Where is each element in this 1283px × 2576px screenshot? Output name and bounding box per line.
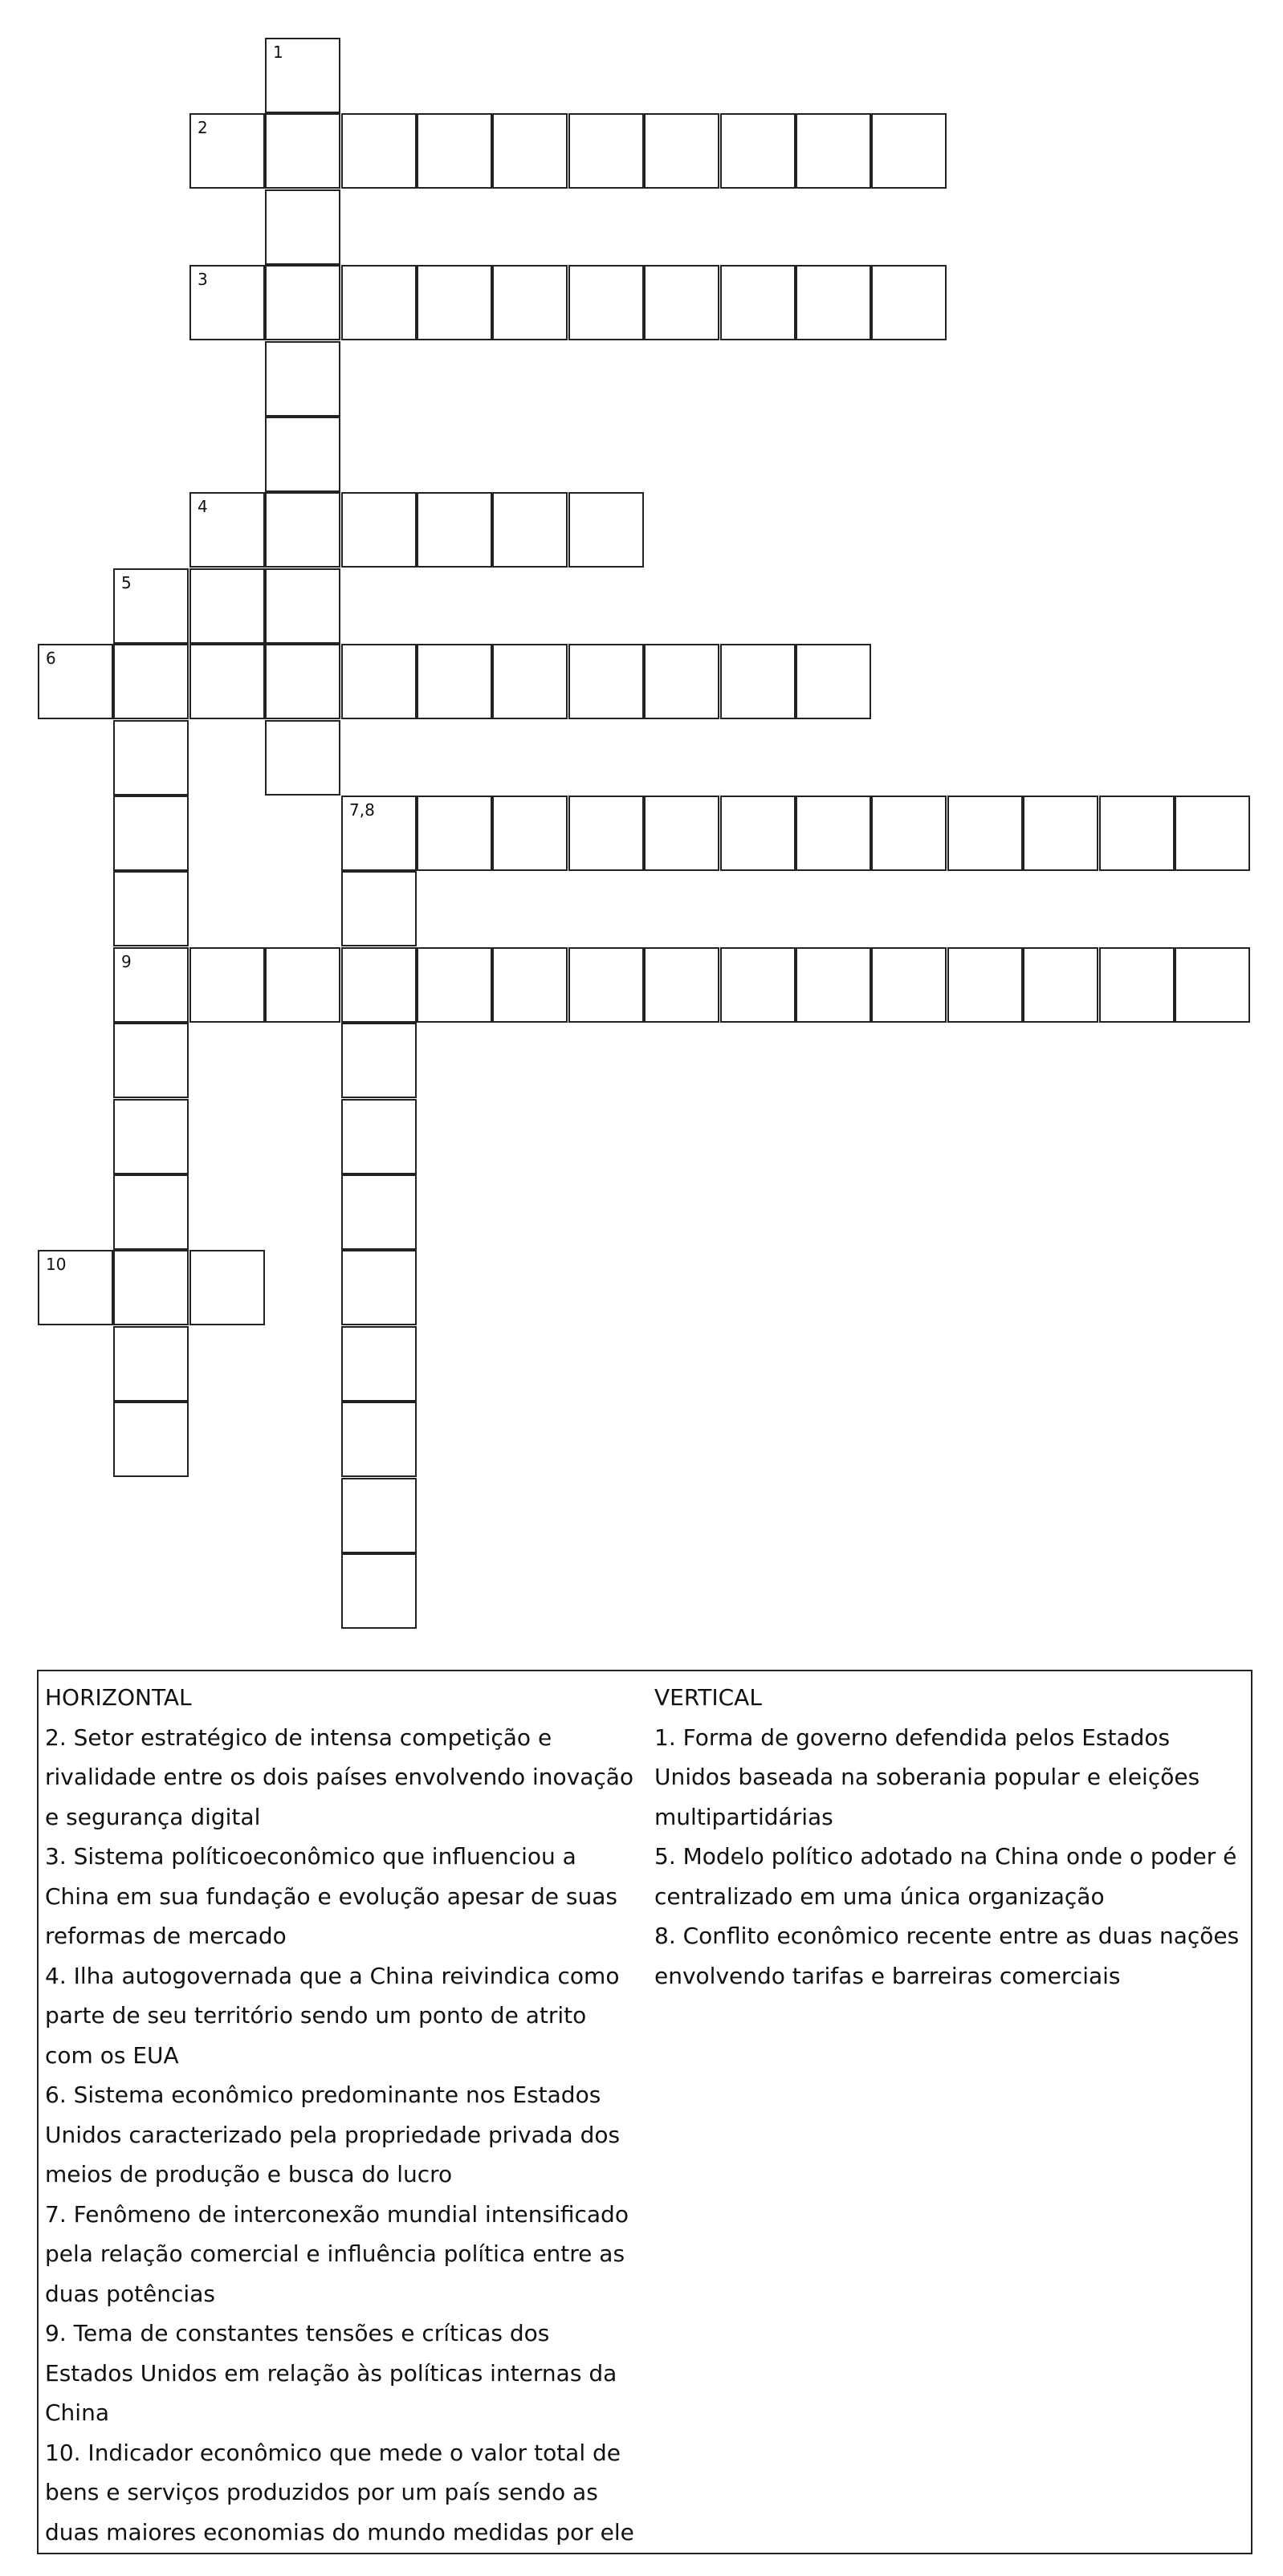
- crossword-cell[interactable]: [189, 492, 265, 568]
- crossword-cell[interactable]: [796, 265, 871, 340]
- crossword-cell[interactable]: [113, 568, 189, 644]
- crossword-cell[interactable]: [265, 720, 340, 796]
- crossword-cell[interactable]: [341, 1023, 417, 1098]
- crossword-cell[interactable]: [189, 568, 265, 644]
- crossword-cell[interactable]: [720, 265, 796, 340]
- crossword-cell[interactable]: [568, 492, 644, 568]
- crossword-cell[interactable]: [341, 947, 417, 1023]
- clue-number: 9: [121, 952, 132, 971]
- crossword-cell[interactable]: [113, 871, 189, 946]
- crossword-cell[interactable]: [720, 796, 796, 871]
- clue-horizontal-3: 3. Sistema políticoeconômico que influenciou a China em sua fundação e evolução apesar de suas reformas de mercado: [45, 1843, 618, 1949]
- clue-horizontal-10: 10. Indicador econômico que mede o valor total de bens e serviços produzidos por um país sendo as duas maiores economias do mundo medidas por ele: [45, 2439, 634, 2545]
- clue-number: 1: [273, 43, 283, 62]
- crossword-cell[interactable]: [492, 796, 568, 871]
- crossword-cell[interactable]: [720, 947, 796, 1023]
- crossword-cell[interactable]: [265, 341, 340, 417]
- crossword-cell[interactable]: [341, 1250, 417, 1325]
- crossword-cell[interactable]: [265, 265, 340, 340]
- crossword-cell[interactable]: [796, 113, 871, 189]
- clue-horizontal-9: 9. Tema de constantes tensões e críticas dos Estados Unidos em relação às políticas internas da China: [45, 2320, 617, 2426]
- horizontal-clues: [45, 1678, 639, 2552]
- crossword-cell[interactable]: [341, 113, 417, 189]
- crossword-cell[interactable]: [113, 1023, 189, 1098]
- crossword-cell[interactable]: [341, 796, 417, 871]
- crossword-cell[interactable]: [871, 113, 947, 189]
- crossword-cell[interactable]: [341, 492, 417, 568]
- crossword-cell[interactable]: [341, 1478, 417, 1553]
- crossword-cell[interactable]: [113, 796, 189, 871]
- crossword-cell[interactable]: [796, 644, 871, 719]
- clue-number: 2: [198, 118, 208, 137]
- crossword-cell[interactable]: [1175, 796, 1250, 871]
- crossword-cell[interactable]: [417, 644, 492, 719]
- clue-number: 5: [121, 573, 132, 592]
- clue-horizontal-2: 2. Setor estratégico de intensa competição e rivalidade entre os dois países envolvendo inovação e segurança digital: [45, 1723, 634, 1830]
- clue-number: 3: [198, 270, 208, 289]
- crossword-cell[interactable]: [417, 492, 492, 568]
- crossword-cell[interactable]: [720, 113, 796, 189]
- crossword-cell[interactable]: [1099, 796, 1175, 871]
- crossword-cell[interactable]: [568, 796, 644, 871]
- crossword-cell[interactable]: [492, 492, 568, 568]
- crossword-cell[interactable]: [796, 796, 871, 871]
- crossword-cell[interactable]: [341, 871, 417, 946]
- crossword-cell[interactable]: [492, 113, 568, 189]
- clue-number: 6: [46, 649, 56, 668]
- crossword-cell[interactable]: [113, 1174, 189, 1250]
- crossword-cell[interactable]: [644, 644, 719, 719]
- crossword-cell[interactable]: [492, 644, 568, 719]
- crossword-cell[interactable]: [265, 492, 340, 568]
- clue-horizontal-7: 7. Fenômeno de interconexão mundial intensificado pela relação comercial e influência política entre as duas potências: [45, 2200, 629, 2307]
- crossword-cell[interactable]: [341, 1402, 417, 1477]
- crossword-cell[interactable]: [265, 189, 340, 265]
- clue-number: 7,8: [349, 800, 375, 820]
- crossword-cell[interactable]: [644, 796, 719, 871]
- crossword-cell[interactable]: [492, 265, 568, 340]
- crossword-cell[interactable]: [265, 417, 340, 492]
- vertical-clues: [654, 1678, 1248, 1996]
- crossword-cell[interactable]: [265, 568, 340, 644]
- crossword-cell[interactable]: [113, 644, 189, 719]
- crossword-cell[interactable]: [265, 947, 340, 1023]
- crossword-cell[interactable]: [113, 1326, 189, 1402]
- crossword-cell[interactable]: [265, 38, 340, 113]
- crossword-cell[interactable]: [189, 947, 265, 1023]
- clue-horizontal-6: 6. Sistema econômico predominante nos Estados Unidos caracterizado pela propriedade privada dos meios de produção e busca do lucro: [45, 2082, 621, 2187]
- crossword-cell[interactable]: [341, 1553, 417, 1629]
- clue-number: 4: [198, 497, 208, 516]
- crossword-cell[interactable]: [871, 947, 947, 1023]
- crossword-cell[interactable]: [871, 265, 947, 340]
- crossword-cell[interactable]: [189, 644, 265, 719]
- crossword-cell[interactable]: [568, 113, 644, 189]
- crossword-cell[interactable]: [1023, 796, 1098, 871]
- clues-panel: [37, 1670, 1252, 2554]
- crossword-cell[interactable]: [568, 265, 644, 340]
- crossword-cell[interactable]: [113, 1402, 189, 1477]
- crossword-cell[interactable]: [644, 113, 719, 189]
- crossword-cell[interactable]: [265, 644, 340, 719]
- crossword-cell[interactable]: [38, 1250, 113, 1325]
- crossword-cell[interactable]: [1099, 947, 1175, 1023]
- crossword-cell[interactable]: [38, 644, 113, 719]
- crossword-cell[interactable]: [947, 796, 1023, 871]
- crossword-cell[interactable]: [644, 265, 719, 340]
- crossword-cell[interactable]: [189, 265, 265, 340]
- horizontal-heading: HORIZONTAL: [45, 1684, 192, 1711]
- crossword-cell[interactable]: [341, 1099, 417, 1174]
- crossword-cell[interactable]: [189, 113, 265, 189]
- crossword-cell[interactable]: [1175, 947, 1250, 1023]
- crossword-cell[interactable]: [492, 947, 568, 1023]
- crossword-cell[interactable]: [417, 947, 492, 1023]
- crossword-cell[interactable]: [113, 1250, 189, 1325]
- crossword-cell[interactable]: [341, 644, 417, 719]
- crossword-cell[interactable]: [796, 947, 871, 1023]
- clue-vertical-1: 1. Forma de governo defendida pelos Estados Unidos baseada na soberania popular e eleições multipartidárias: [654, 1723, 1200, 1830]
- crossword-cell[interactable]: [341, 265, 417, 340]
- crossword-cell[interactable]: [341, 1326, 417, 1402]
- crossword-cell[interactable]: [189, 1250, 265, 1325]
- crossword-cell[interactable]: [720, 644, 796, 719]
- crossword-cell[interactable]: [265, 113, 340, 189]
- crossword-cell[interactable]: [644, 947, 719, 1023]
- crossword-cell[interactable]: [417, 265, 492, 340]
- vertical-heading: VERTICAL: [654, 1684, 762, 1711]
- crossword-cell[interactable]: [113, 720, 189, 796]
- crossword-cell[interactable]: [417, 113, 492, 189]
- crossword-cell[interactable]: [341, 1174, 417, 1250]
- crossword-cell[interactable]: [113, 947, 189, 1023]
- clue-horizontal-4: 4. Ilha autogovernada que a China reivindica como parte de seu território sendo um ponto de atrito com os EUA: [45, 1962, 620, 2069]
- clue-number: 10: [46, 1255, 67, 1274]
- crossword-cell[interactable]: [1023, 947, 1098, 1023]
- crossword-cell[interactable]: [417, 796, 492, 871]
- crossword-cell[interactable]: [568, 947, 644, 1023]
- clue-vertical-5: 5. Modelo político adotado na China onde o poder é centralizado em uma única organização: [654, 1843, 1237, 1910]
- clue-vertical-8: 8. Conflito econômico recente entre as duas nações envolvendo tarifas e barreiras comerciais: [654, 1923, 1240, 1989]
- crossword-cell[interactable]: [568, 644, 644, 719]
- crossword-cell[interactable]: [113, 1099, 189, 1174]
- crossword-cell[interactable]: [947, 947, 1023, 1023]
- crossword-cell[interactable]: [871, 796, 947, 871]
